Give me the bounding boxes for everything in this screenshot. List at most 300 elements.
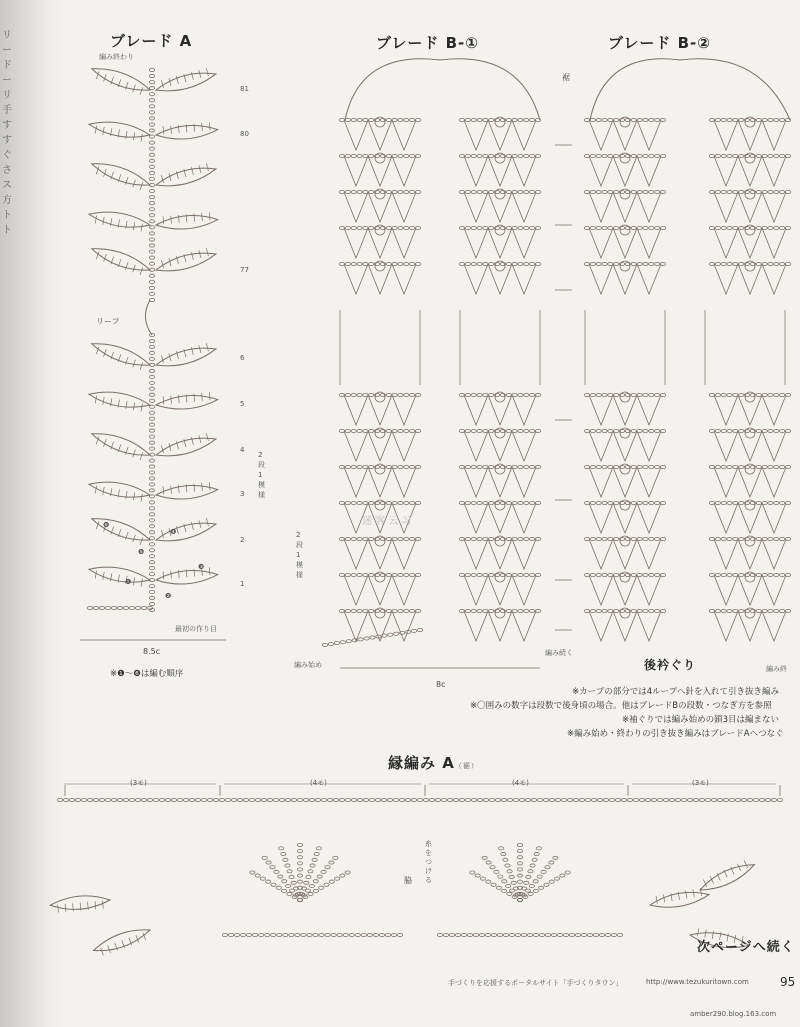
b1-left-top-row [345,118,350,121]
b1-right-bottom-row [530,609,535,612]
edging-a-base-chain [651,798,656,801]
edging-a-leaf [697,857,758,895]
edging-a-base-chain [777,798,782,801]
b1-left-top-row [339,190,344,193]
b1-right-top-row [506,154,511,157]
b1-left-bottom-row [357,429,362,432]
b1-right-top-v-stitch [512,264,536,294]
leaf-stitch [126,131,127,139]
leaf-stitch [199,70,201,78]
braid-a-foundation-chain [117,606,122,609]
edging-a-base-chain [621,798,626,801]
b2-right-bottom-v-stitch [762,467,786,497]
b2-right-bottom-row [721,609,726,612]
b1-left-top-row [345,190,350,193]
b2-left-bottom-row [596,501,601,504]
edging-a-base-chain [357,798,362,801]
braid-a-break-mark [145,300,152,335]
edging-a-fan-right [536,847,541,850]
leaf-stitch [206,433,208,441]
edging-a-base-chain [573,798,578,801]
edging-a-base-chain [201,798,206,801]
b2-right-top-row [715,262,720,265]
b1-right-top-row [465,118,470,121]
b1-left-top-v-stitch [392,228,416,258]
b1-left-top-row [351,118,356,121]
edging-a-base-chain [153,798,158,801]
edging-a-title [388,752,479,773]
b2-right-top-v-stitch [714,156,738,186]
leaf-stitch [95,486,96,494]
braid-a-foundation-chain [135,606,140,609]
b2-left-top-row-marker [620,189,630,199]
braid-a-stem-bottom [149,501,154,504]
edging-a-base-chain [495,798,500,801]
b2-right-bottom-row-marker [745,464,755,474]
b2-right-bottom-row [780,537,785,540]
b2-right-bottom-row [715,501,720,504]
b1-left-bottom-row [369,429,374,432]
edging-a-base-chain [267,798,272,801]
b2-left-top-row [614,190,619,193]
leaf-stitch [140,182,143,190]
edging-a-fan-right [490,866,495,869]
b2-right-bottom-v-stitch [762,503,786,533]
braid-a-stem-bottom [149,477,154,480]
b2-left-top-v-stitch [589,228,613,258]
b2-left-bottom-row [643,393,648,396]
b1-right-bottom-row [477,609,482,612]
b2-left-top-row [643,262,648,265]
b1-left-top-row [357,190,362,193]
b2-left-top-row [590,190,595,193]
b1-left-top-row [404,118,409,121]
b1-right-top-row-marker [495,117,505,127]
edging-a-base-chain [339,798,344,801]
leaf-stitch [95,216,96,224]
edging-a-base-chain [657,798,662,801]
braid-a-stem-bottom [149,489,154,492]
braid-a-title: ブレード A [110,32,193,50]
edging-a-base-chain [327,798,332,801]
gutter-char: 手 [2,105,12,116]
b2-right-top-row [768,154,773,157]
edging-a-fan-right [517,862,522,865]
b2-right-bottom-row [785,573,790,576]
braid-a-stem-top [149,153,154,156]
b2-right-bottom-row [785,537,790,540]
b1-right-bottom-row [530,465,535,468]
b1-left-bottom-row [357,537,362,540]
b2-left-bottom-row [584,501,589,504]
leaf-stitch [209,122,210,130]
leaf-stitch [194,214,195,222]
edging-a-base-chain [765,798,770,801]
segment-label-3: (4モ) [512,779,529,787]
b2-left-top-row [614,262,619,265]
leaf-stitch [140,452,143,460]
edging-a-base-chain [705,798,710,801]
b1-left-top-row-marker [375,189,385,199]
leaf-stitch [163,126,164,134]
braid-b-start-chain [370,636,375,639]
b2-right-top-row [727,154,732,157]
b1-right-top-row [530,262,535,265]
edging-a-fan-left [271,883,276,886]
edging-a-lower-chain [373,933,378,936]
b2-right-bottom-row [709,501,714,504]
b1-right-top-v-stitch [488,192,512,222]
braid-a-leaf-right [155,482,218,502]
edging-a-fan-left [329,880,334,883]
leaf-stitch [209,482,210,490]
edging-a-fan-right [553,856,558,859]
braid-a-foundation-chain [105,606,110,609]
b1-right-bottom-row [459,609,464,612]
b2-left-bottom-row [602,609,607,612]
braid-a-stem-top [149,141,154,144]
braid-a-leaf-right [154,516,218,546]
b1-left-bottom-row [345,537,350,540]
braid-a-stem-top [149,196,154,199]
edging-a-lower-chain [587,933,592,936]
b2-right-top-row-marker [745,153,755,163]
b1-right-top-row [477,190,482,193]
b1-left-top-row [404,226,409,229]
edging-a-lower-chain [443,933,448,936]
b1-right-top-row-marker [495,153,505,163]
b1-left-top-v-stitch [368,264,392,294]
braid-a-row-81: 81 [240,85,249,93]
edging-a-fan-right [554,877,559,880]
b1-left-top-row-marker [375,153,385,163]
edging-a-fan-right [470,871,475,874]
edging-a-base-chain [459,798,464,801]
b1-right-bottom-row-marker [495,392,505,402]
b2-left-bottom-v-stitch [637,539,661,569]
b2-left-bottom-row [660,465,665,468]
b1-right-bottom-row [471,429,476,432]
edging-a-fan-right [475,874,480,877]
braid-a-stem-top [149,244,154,247]
leaf-stitch [202,213,203,221]
b2-left-top-v-stitch [637,120,661,150]
edging-a-base-chain [345,798,350,801]
braid-a-stem-top [149,105,154,108]
edging-a-lower-chain [509,933,514,936]
leaf-stitch [101,948,104,956]
b2-right-top-row [785,154,790,157]
b1-right-bottom-row-marker [495,500,505,510]
edging-a-base-chain [501,798,506,801]
b1-left-top-row [404,190,409,193]
b1-left-bottom-row [345,465,350,468]
edging-a-lower-chain [228,933,233,936]
b1-left-top-row [415,262,420,265]
b1-right-bottom-v-stitch [488,539,512,569]
b2-right-top-row [768,226,773,229]
edging-a-lower-chain [241,933,246,936]
b2-right-bottom-row-marker [745,500,755,510]
leaf-stitch [141,224,142,232]
b1-left-top-row [415,190,420,193]
leaf-stitch [126,401,127,409]
b2-left-top-row-marker [620,225,630,235]
edging-a-lower-chain [581,933,586,936]
edging-a-base-chain [93,798,98,801]
braid-a-stem-top [149,68,154,71]
braid-b-start-chain [417,628,422,631]
b2-left-top-row [596,154,601,157]
b2-right-bottom-row [768,609,773,612]
b1-right-top-row [535,154,540,157]
b1-left-top-row-marker [375,117,385,127]
braid-a-leaf-left [88,478,152,503]
edging-a-base-chain [561,798,566,801]
b2-right-top-row [739,226,744,229]
edging-a-fan-right [517,843,522,846]
braid-a-stem-top [149,256,154,259]
b2-left-top-row [649,190,654,193]
braid-a-leaf-right [155,392,218,412]
edging-a-fan-left [266,861,271,864]
b2-left-top-row [602,262,607,265]
edging-a-base-chain [567,798,572,801]
edging-a-fan-left [297,880,302,883]
leaf-stitch [161,175,163,183]
b2-left-top-row [590,154,595,157]
edging-a-base-chain [405,798,410,801]
portal-url: http://www.tezukuritown.com [646,978,749,986]
braid-b-start-chain [334,642,339,645]
b1-right-bottom-row [506,537,511,540]
leaf-stitch [133,450,136,458]
b2-right-bottom-row [739,393,744,396]
b1-right-bottom-v-stitch [512,539,536,569]
edging-a-fan-left [297,856,302,859]
edging-a-base-chain [351,798,356,801]
leaf-stitch [202,123,203,131]
b2-left-bottom-row [660,501,665,504]
braid-a-stem-bottom [149,339,154,342]
edging-a-fan-right [499,847,504,850]
leaf-stitch [133,265,136,273]
b1-right-bottom-row [535,573,540,576]
b2-right-bottom-row [774,393,779,396]
edging-a-base-chain [111,798,116,801]
b1-left-bottom-v-stitch [392,611,416,641]
b2-right-bottom-row [768,393,773,396]
b1-left-top-row [369,154,374,157]
b1-left-bottom-row [369,465,374,468]
b1-right-bottom-v-stitch [512,575,536,605]
edging-a-base-chain [711,798,716,801]
b1-right-bottom-row [489,609,494,612]
b2-right-bottom-v-stitch [762,431,786,461]
braid-b-end-label: 編み終 [766,665,787,673]
leaf-stitch [202,483,203,491]
edging-a-base-chain [423,798,428,801]
b2-left-bottom-row [655,501,660,504]
edging-a-fan-left [262,856,267,859]
b2-left-bottom-row [602,501,607,504]
b2-right-top-row [785,262,790,265]
edging-a-base-chain [597,798,602,801]
edging-a-base-chain [645,798,650,801]
b2-right-bottom-row [768,537,773,540]
braid-a-stem-bottom [149,507,154,510]
portal-text: 手づくりを応援するポータルサイト「手づくりタウン」 [448,979,623,987]
braid-a-row-5: 5 [240,400,245,408]
b2-left-bottom-row [596,573,601,576]
b2-left-bottom-row [590,501,595,504]
b1-right-bottom-row [477,393,482,396]
b2-right-bottom-row [785,501,790,504]
b1-right-top-row [518,118,523,121]
edging-a-base-chain [465,798,470,801]
b2-right-bottom-row [739,465,744,468]
edging-a-leaf [50,894,111,914]
b1-right-top-row [518,154,523,157]
edging-a-base-chain [243,798,248,801]
edging-a-leaf [91,924,152,958]
b2-left-bottom-v-stitch [637,467,661,497]
edging-a-base-chain [231,798,236,801]
b2-left-bottom-v-stitch [613,575,637,605]
edging-a-lower-chain [307,933,312,936]
b2-right-top-row [727,190,732,193]
edging-a-lower-chain [253,933,258,936]
braid-b-start-chain [411,629,416,632]
leaf-stitch [744,861,747,868]
b2-left-bottom-row [614,393,619,396]
b1-right-bottom-row [477,465,482,468]
b1-right-bottom-row [506,429,511,432]
edging-a-lower-chain [479,933,484,936]
b1-left-bottom-row-marker [375,464,385,474]
b2-right-bottom-row [715,609,720,612]
leaf-stitch [140,362,143,370]
leaf-stitch [103,901,104,909]
b2-right-bottom-v-stitch [714,575,738,605]
b2-left-bottom-row [631,393,636,396]
edging-a-fan-left [340,874,345,877]
leaf-stitch [65,904,66,912]
b1-right-bottom-row [471,573,476,576]
b1-right-top-row [459,262,464,265]
b2-right-bottom-row [727,429,732,432]
b2-right-bottom-row [715,393,720,396]
b2-right-bottom-row [768,429,773,432]
gutter-char: ド [2,60,12,71]
leaf-stitch [103,572,104,580]
b1-left-bottom-row [404,465,409,468]
b1-left-bottom-row [345,429,350,432]
edging-a-fan-right [498,875,503,878]
edging-a-lower-chain [485,933,490,936]
b1-left-top-row [386,226,391,229]
braid-a-stem-bottom [149,345,154,348]
b2-right-bottom-row [756,537,761,540]
braid-a-leaf-left [89,513,152,548]
b2-left-top-row [584,226,589,229]
edging-a-base-chain [771,798,776,801]
b1-right-bottom-row [524,537,529,540]
note-2: ※〇囲みの数字は段数で後身頃の場合。他はブレードBの段数・つなぎ方を参照 [470,701,772,711]
b1-right-top-v-stitch [512,228,536,258]
b2-right-bottom-row [780,609,785,612]
b1-left-bottom-row [339,429,344,432]
braid-a-stem-bottom [149,369,154,372]
b1-right-bottom-row-marker [495,464,505,474]
braid-a-leaf-left [88,208,152,233]
b2-right-top-row-marker [745,189,755,199]
back-neck-label: 後衿ぐり [644,658,697,672]
leaf-stitch [133,132,134,140]
b1-left-bottom-row [369,537,374,540]
b1-right-bottom-row [459,537,464,540]
b2-right-top-row [774,190,779,193]
braid-a-stem-bottom [149,375,154,378]
b1-right-bottom-row [459,465,464,468]
b2-right-top-row [721,262,726,265]
b1-right-bottom-v-stitch [512,431,536,461]
edging-a-fan-right [565,871,570,874]
leaf-stitch [141,134,142,142]
b2-right-bottom-row [739,609,744,612]
edging-a-fan-right [533,880,538,883]
leaf-stitch [161,80,163,88]
leaf-stitch [171,486,172,494]
b2-left-bottom-v-stitch [637,611,661,641]
b2-left-bottom-row [643,429,648,432]
leaf-stitch [103,397,104,405]
edging-a-lower-chain [515,933,520,936]
b2-left-bottom-row [649,393,654,396]
b1-right-bottom-row [518,537,523,540]
edging-a-lower-chain [533,933,538,936]
edging-a-lower-chain [551,933,556,936]
b2-right-top-row [756,226,761,229]
leaf-stitch [194,569,195,577]
edging-a-base-chain [75,798,80,801]
leaf-stitch [126,491,127,499]
b1-right-bottom-v-stitch [512,467,536,497]
b2-left-top-row [584,154,589,157]
b1-arch [345,59,540,120]
gutter-char: ー [2,75,12,86]
b2-right-top-row [709,262,714,265]
b2-left-bottom-row [584,429,589,432]
edging-a-fan-right [528,892,533,895]
b1-left-top-row [386,118,391,121]
b1-left-bottom-row [339,609,344,612]
b2-right-bottom-row [709,465,714,468]
braid-a-leaf-right [154,341,218,371]
edging-a-fan-left [287,870,292,873]
b1-right-bottom-row [524,609,529,612]
braid-a-stem-bottom [149,573,154,576]
b2-right-top-row [756,190,761,193]
edging-a-base-chain [135,798,140,801]
order-mark-3: ❸ [198,563,205,571]
edging-a-base-chain [519,798,524,801]
b1-left-top-v-stitch [344,156,368,186]
braid-a-stem-bottom [149,596,154,599]
b2-right-top-row [756,262,761,265]
braid-a-stem-top [149,208,154,211]
b1-right-top-row [489,190,494,193]
